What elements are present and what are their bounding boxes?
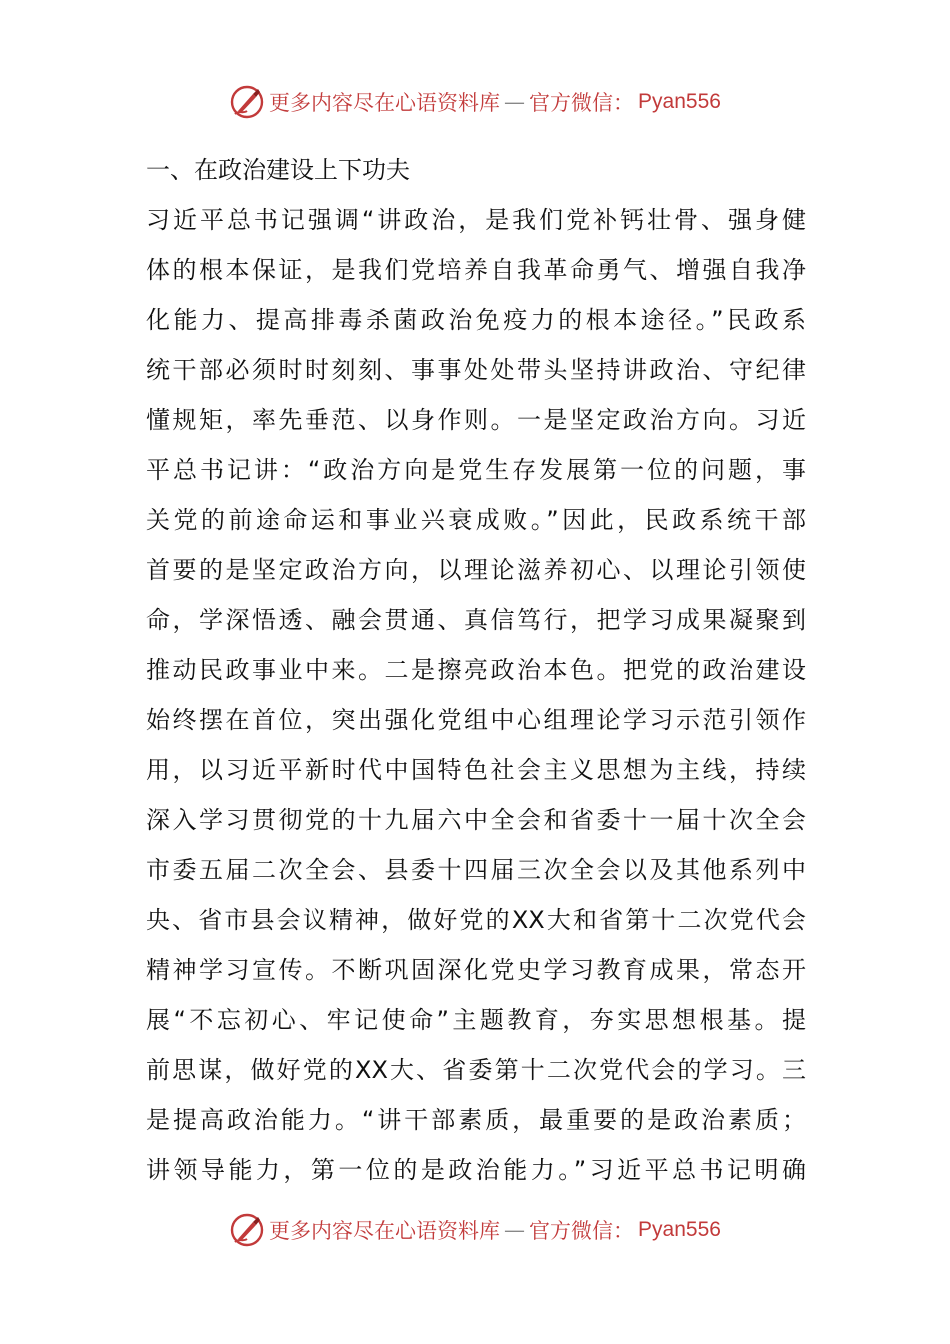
footer-wechat-id: Pyan556 <box>638 1218 721 1241</box>
paragraph-line: 精神学习宣传。不断巩固深化党史学习教育成果，常态开 <box>146 956 806 984</box>
paragraph-line: 前思谋，做好党的XX大、省委第十二次党代会的学习。三 <box>146 1056 806 1084</box>
footer-site-text: 更多内容尽在心语资料库 <box>269 1219 501 1243</box>
paragraph-line: 习近平总书记强调“讲政治，是我们党补钙壮骨、强身健 <box>146 206 806 234</box>
header-wechat-label: 官方微信： <box>529 91 635 115</box>
document-body <box>146 145 806 1195</box>
paragraph-line: 命，学深悟透、融会贯通、真信笃行，把学习成果凝聚到 <box>146 606 806 634</box>
paragraph-line: 平总书记讲：“政治方向是党生存发展第一位的问题，事 <box>146 456 806 484</box>
paragraph-line: 用，以习近平新时代中国特色社会主义思想为主线，持续 <box>146 756 806 784</box>
header-site-text: 更多内容尽在心语资料库 <box>269 91 501 115</box>
paragraph-line: 深入学习贯彻党的十九届六中全会和省委十一届十次全会 <box>146 806 806 834</box>
header-wechat-id: Pyan556 <box>638 90 721 113</box>
paragraph-line: 央、省市县会议精神，做好党的XX大和省第十二次党代会 <box>146 906 806 934</box>
section-heading: 一、在政治建设上下功夫 <box>146 156 410 184</box>
pen-logo-icon <box>229 84 265 120</box>
paragraph-line: 化能力、提高排毒杀菌政治免疫力的根本途径。”民政系 <box>146 306 806 334</box>
paragraph-line: 推动民政事业中来。二是擦亮政治本色。把党的政治建设 <box>146 656 806 684</box>
header-separator: — <box>504 90 526 114</box>
paragraph-line: 市委五届二次全会、县委十四届三次全会以及其他系列中 <box>146 856 806 884</box>
paragraph-line: 懂规矩，率先垂范、以身作则。一是坚定政治方向。习近 <box>146 406 806 434</box>
header-watermark-banner <box>0 82 950 122</box>
pen-logo-icon <box>229 1212 265 1248</box>
paragraph-line: 统干部必须时时刻刻、事事处处带头坚持讲政治、守纪律 <box>146 356 806 384</box>
paragraph-line: 体的根本保证，是我们党培养自我革命勇气、增强自我净 <box>146 256 806 284</box>
paragraph-line: 关党的前途命运和事业兴衰成败。”因此，民政系统干部 <box>146 506 806 534</box>
paragraph-line: 是提高政治能力。“讲干部素质，最重要的是政治素质； <box>146 1106 806 1134</box>
paragraph-line: 首要的是坚定政治方向，以理论滋养初心、以理论引领使 <box>146 556 806 584</box>
footer-separator: — <box>504 1218 526 1242</box>
paragraph-line: 讲领导能力，第一位的是政治能力。”习近平总书记明确 <box>146 1156 806 1184</box>
paragraph-line: 始终摆在首位，突出强化党组中心组理论学习示范引领作 <box>146 706 806 734</box>
footer-wechat-label: 官方微信： <box>529 1219 635 1243</box>
footer-watermark-banner <box>0 1210 950 1250</box>
paragraph-line: 展“不忘初心、牢记使命”主题教育，夯实思想根基。提 <box>146 1006 806 1034</box>
